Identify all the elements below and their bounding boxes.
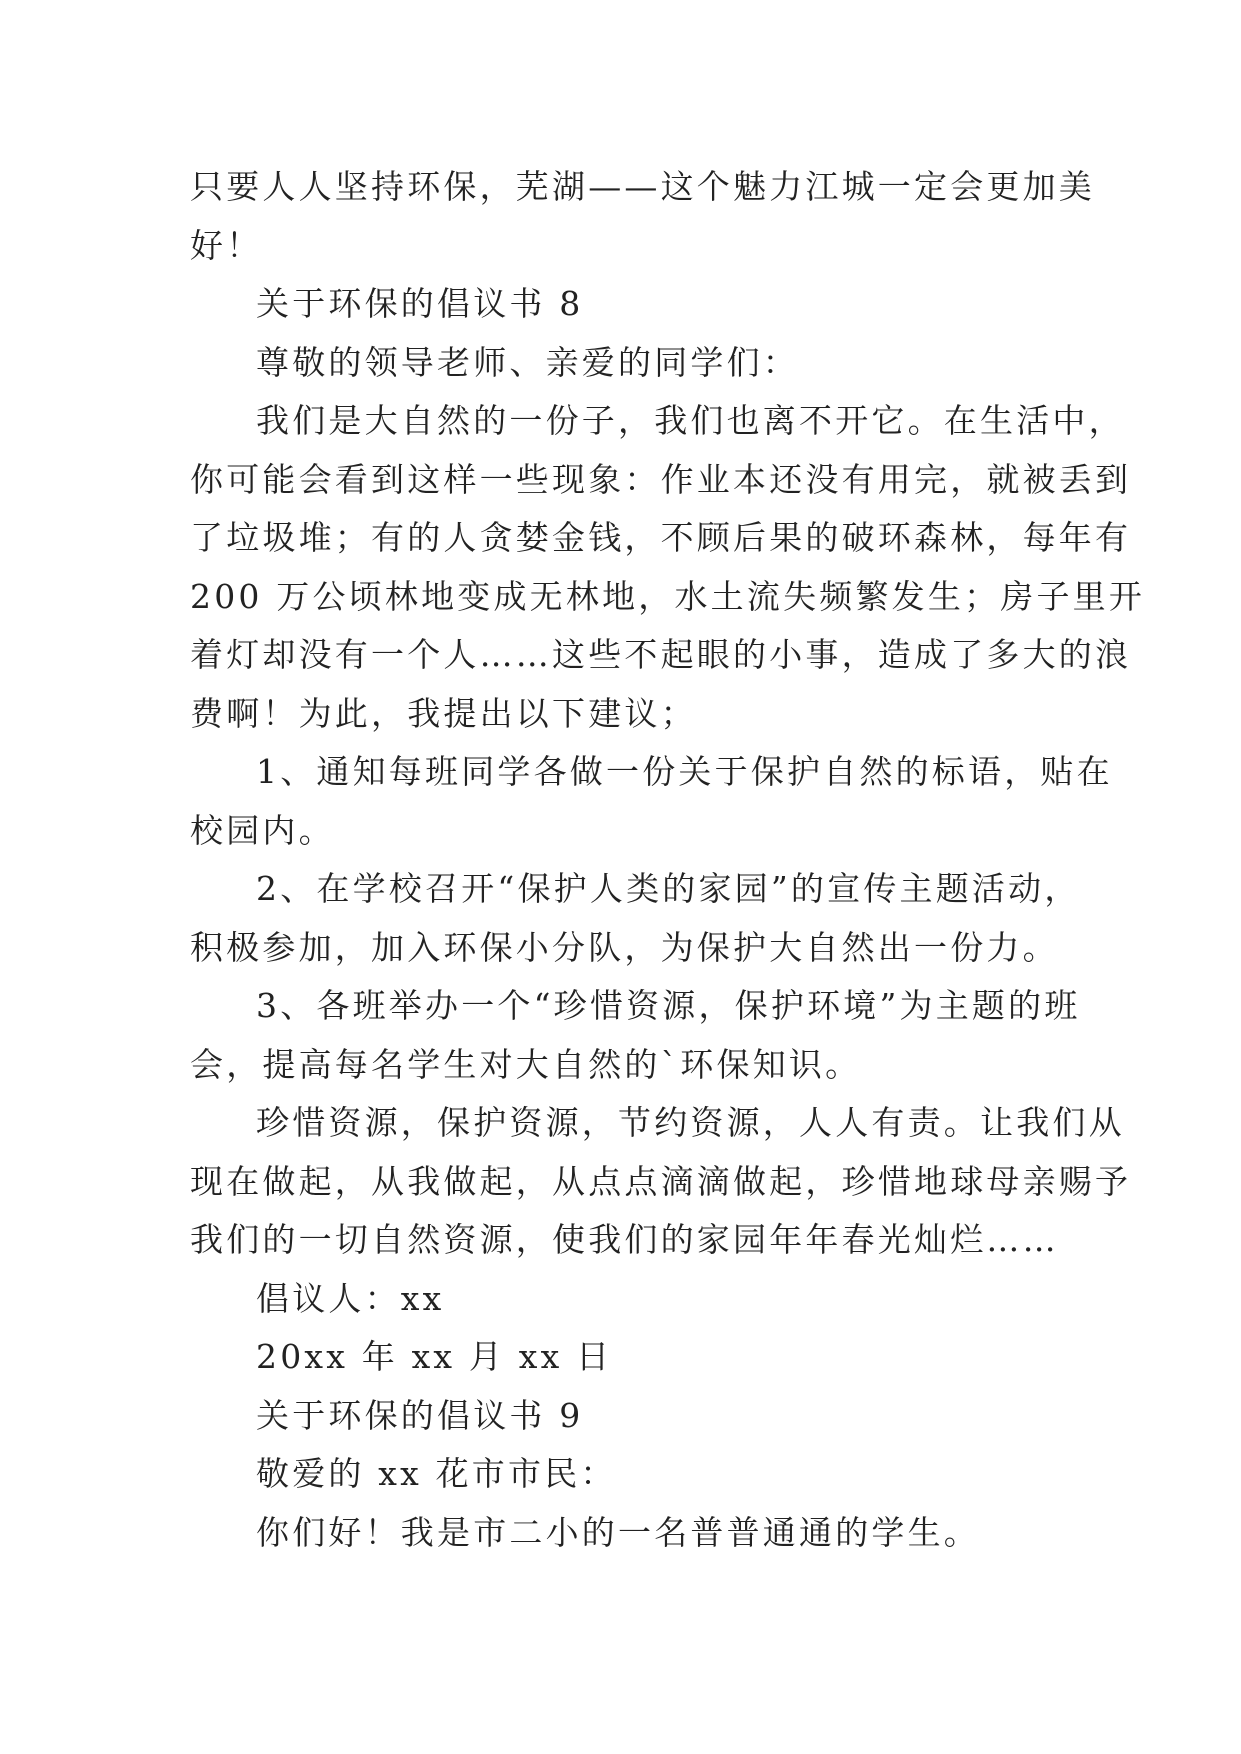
signer-line [190,1270,1050,1329]
text-line: 珍惜资源，保护资源，节约资源，人人有责。让我们从 [256,1103,1125,1142]
heading-text: 关于环保的倡议书 9 [256,1395,584,1435]
body-paragraph-intro-9 [190,1504,1050,1563]
body-paragraph-closing-8 [190,1094,1132,1270]
suggestion-2 [190,860,1081,977]
text-line: 你们好！我是市二小的一名普普通通的学生。 [256,1512,980,1552]
text-line: 费啊！为此，我提出以下建议； [190,693,697,733]
text-line: 你可能会看到这样一些现象：作业本还没有用完，就被丢到 [190,459,1132,499]
document-body [190,158,1146,1562]
section-title-9 [190,1387,1050,1446]
body-paragraph-intro-8 [190,392,1146,743]
text-line: 校园内。 [190,810,335,850]
section-title-8 [190,275,1050,334]
salutation-text: 尊敬的领导老师、亲爱的同学们： [256,342,799,382]
text-line: 200 万公顷林地变成无林地，水土流失频繁发生；房子里开 [190,576,1146,616]
salutation-text: 敬爱的 xx 花市市民： [256,1454,617,1493]
text-line: 好！ [190,225,263,265]
text-line: 1、通知每班同学各做一份关于保护自然的标语，贴在 [256,752,1113,791]
suggestion-3 [190,977,1081,1094]
signer-text: 倡议人：xx [256,1278,445,1318]
closing-paragraph-previous [190,158,1095,275]
text-line: 3、各班举办一个“珍惜资源，保护环境”为主题的班 [256,986,1081,1025]
text-line: 现在做起，从我做起，从点点滴滴做起，珍惜地球母亲赐予 [190,1161,1132,1201]
text-line: 我们是大自然的一份子，我们也离不开它。在生活中， [256,401,1125,440]
text-line: 积极参加，加入环保小分队，为保护大自然出一份力。 [190,927,1059,967]
text-line: 我们的一切自然资源，使我们的家园年年春光灿烂…… [190,1220,1059,1259]
text-line: 会，提高每名学生对大自然的`环保知识。 [190,1044,862,1084]
text-line: 2、在学校召开“保护人类的家园”的宣传主题活动， [256,869,1081,908]
salutation-9 [190,1445,1050,1504]
text-line: 了垃圾堆；有的人贪婪金钱，不顾后果的破环森林，每年有 [190,518,1132,557]
date-line [190,1328,1050,1387]
date-text: 20xx 年 xx 月 xx 日 [256,1337,613,1376]
salutation-8 [190,334,1050,393]
heading-text: 关于环保的倡议书 8 [256,284,584,323]
text-line: 着灯却没有一个人……这些不起眼的小事，造成了多大的浪 [190,635,1132,674]
suggestion-1 [190,743,1113,860]
text-line: 只要人人坚持环保，芜湖——这个魅力江城一定会更加美 [190,167,1095,206]
